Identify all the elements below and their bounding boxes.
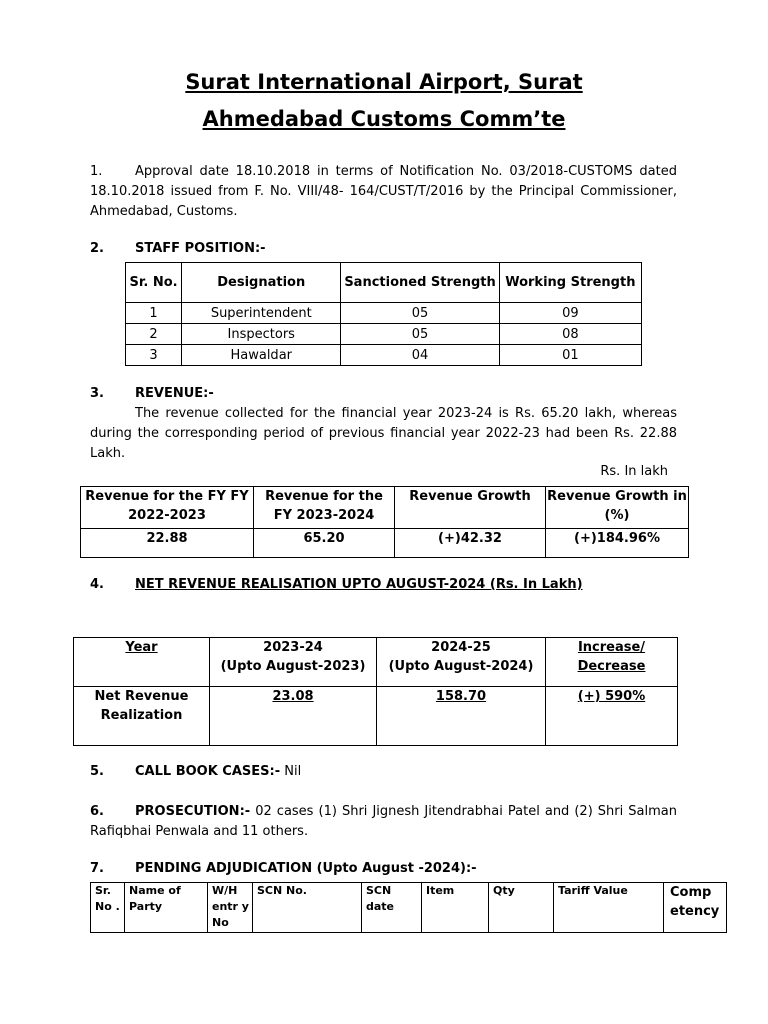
title-line-2: Ahmedabad Customs Comm’te <box>202 107 566 131</box>
header-scn-date: SCN date <box>362 883 422 933</box>
cell: 22.88 <box>81 529 254 558</box>
section-2-title: STAFF POSITION:- <box>135 241 266 256</box>
header-growth-percent: Revenue Growth in (%) <box>546 487 689 529</box>
header-name-of-party: Name of Party <box>125 883 208 933</box>
staff-position-table <box>125 262 642 366</box>
table-row <box>126 345 642 366</box>
header-wh-entry-no: W/H entr y No <box>208 883 253 933</box>
cell: Hawaldar <box>182 345 341 366</box>
section-1-number: 1. <box>90 164 103 179</box>
section-2-heading <box>90 241 266 256</box>
header-sr-no: Sr. No. <box>126 263 182 303</box>
header-scn-no: SCN No. <box>253 883 362 933</box>
section-7-title: PENDING ADJUDICATION (Upto August -2024):- <box>135 861 477 876</box>
cell: (+) 590% <box>546 687 678 746</box>
header-designation: Designation <box>182 263 341 303</box>
cell: 08 <box>499 324 641 345</box>
cell: Superintendent <box>182 303 341 324</box>
header-qty: Qty <box>489 883 554 933</box>
revenue-unit: Rs. In lakh <box>600 464 668 479</box>
section-5-title: CALL BOOK CASES:- <box>135 764 281 779</box>
header-competency: Comp etency <box>664 883 727 933</box>
cell: 01 <box>499 345 641 366</box>
cell: (+)42.32 <box>395 529 546 558</box>
cell: (+)184.96% <box>546 529 689 558</box>
header-fy-2023: Revenue for the FY 2023-2024 <box>254 487 395 529</box>
section-3-heading <box>90 386 214 401</box>
table-row <box>126 324 642 345</box>
section-3-text: The revenue collected for the financial year 2023-24 is Rs. 65.20 lakh, whereas during the corresponding period of previous financial year 2022-23 had been Rs. 22.88 Lakh. <box>90 406 677 461</box>
header-working: Working Strength <box>499 263 641 303</box>
section-1 <box>90 162 677 222</box>
cell: 3 <box>126 345 182 366</box>
section-5-number: 5. <box>90 764 104 779</box>
table-row <box>126 303 642 324</box>
section-7-number: 7. <box>90 861 104 876</box>
cell: 158.70 <box>377 687 546 746</box>
net-revenue-table <box>73 637 678 746</box>
header-2024-25: 2024-25 (Upto August-2024) <box>377 638 546 687</box>
header-item: Item <box>422 883 489 933</box>
header-sanctioned: Sanctioned Strength <box>341 263 499 303</box>
header-fy-2022: Revenue for the FY FY 2022-2023 <box>81 487 254 529</box>
table-header-row <box>91 883 727 933</box>
section-1-text: Approval date 18.10.2018 in terms of Notification No. 03/2018-CUSTOMS dated 18.10.2018 issued from F. No. VIII/48- 164/CUST/T/2016 by the Principal Commissioner, Ahmedabad, Customs. <box>90 164 677 219</box>
cell: 09 <box>499 303 641 324</box>
table-header-row <box>74 638 678 687</box>
section-4-title: NET REVENUE REALISATION UPTO AUGUST-2024 (Rs. In Lakh) <box>135 577 583 592</box>
header-increase-decrease: Increase/ Decrease <box>546 638 678 687</box>
section-4-number: 4. <box>90 577 104 592</box>
header-sr-no: Sr. No . <box>91 883 125 933</box>
header-growth: Revenue Growth <box>395 487 546 529</box>
row-label: Net Revenue Realization <box>74 687 210 746</box>
title-line-1: Surat International Airport, Surat <box>185 70 583 94</box>
section-4-heading <box>90 577 583 592</box>
header-2023-24: 2023-24 (Upto August-2023) <box>210 638 377 687</box>
pending-adjudication-table <box>90 882 727 933</box>
section-3-number: 3. <box>90 386 104 401</box>
cell: 04 <box>341 345 499 366</box>
cell: 05 <box>341 303 499 324</box>
table-header-row <box>81 487 689 529</box>
section-6-title: PROSECUTION:- <box>135 804 251 819</box>
cell: 2 <box>126 324 182 345</box>
section-7-heading <box>90 861 477 876</box>
cell: Inspectors <box>182 324 341 345</box>
section-3-title: REVENUE:- <box>135 386 214 401</box>
header-year: Year <box>74 638 210 687</box>
section-2-number: 2. <box>90 241 104 256</box>
cell: 1 <box>126 303 182 324</box>
table-row <box>74 687 678 746</box>
cell: 05 <box>341 324 499 345</box>
cell: 65.20 <box>254 529 395 558</box>
cell: 23.08 <box>210 687 377 746</box>
table-row <box>81 529 689 558</box>
section-6-number: 6. <box>90 804 104 819</box>
table-header-row <box>126 263 642 303</box>
section-6 <box>90 802 677 842</box>
section-6-text: 02 cases (1) Shri Jignesh Jitendrabhai Patel and (2) Shri Salman Rafiqbhai Penwala and 11 others. <box>90 804 677 839</box>
section-5-heading <box>90 764 301 779</box>
header-tariff-value: Tariff Value <box>554 883 664 933</box>
section-5-value: Nil <box>280 764 302 779</box>
revenue-table <box>80 486 689 558</box>
